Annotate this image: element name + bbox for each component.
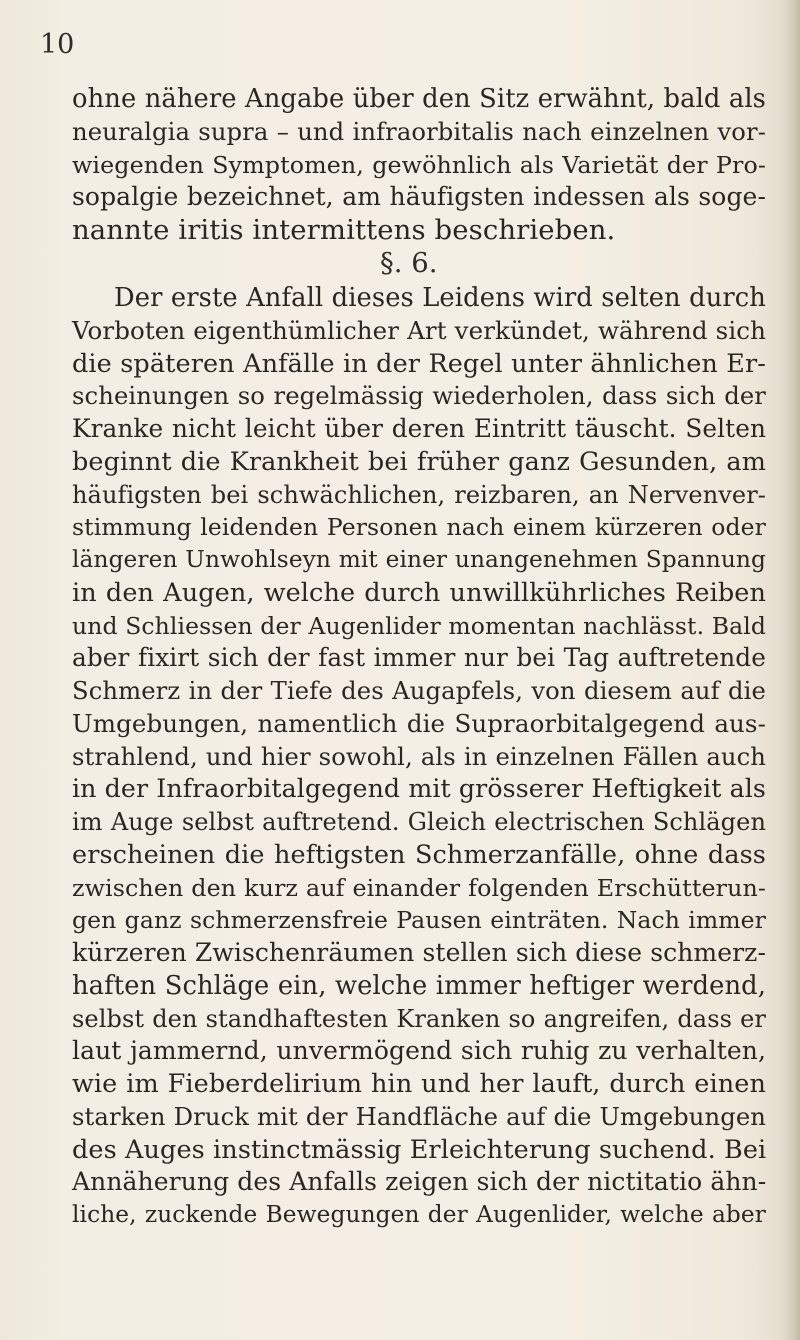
paragraph-2 [72,282,766,1232]
text-line: Der erste Anfall dieses Leidens wird selten durch [114,283,766,313]
paragraph-1 [72,83,766,247]
text-line: neuralgia supra – und infraorbitalis nach einzelnen vor- [72,116,766,146]
text-line: beginnt die Krankheit bei früher ganz Gesunden, am [72,446,766,477]
text-line: Annäherung des Anfalls zeigen sich der nictitatio ähn- [72,1167,767,1197]
text-line: in den Augen, welche durch unwillkührliches Reiben [72,577,766,608]
text-line: gen ganz schmerzensfreie Pausen einträten. Nach immer [72,906,766,935]
text-line: liche, zuckende Bewegungen der Augenlider, welche aber [72,1201,766,1228]
text-line: selbst den standhaftesten Kranken so angreifen, dass er [72,1004,766,1033]
text-line: laut jammernd, unvermögend sich ruhig zu verhalten, [72,1036,766,1066]
text-line: im Auge selbst auftretend. Gleich electrischen Schlägen [72,808,766,836]
text-line: Schmerz in der Tiefe des Augapfels, von diesem auf die [72,676,766,705]
text-line: strahlend, und hier sowohl, als in einzelnen Fällen auch [72,741,766,771]
page-number: 10 [40,29,75,60]
text-line: aber fixirt sich der fast immer nur bei Tag auftretende [72,643,766,673]
text-line: starken Druck mit der Handfläche auf die Umgebungen [72,1101,766,1131]
section-heading: §. 6. [380,247,438,279]
text-line: stimmung leidenden Personen nach einem kürzeren oder [72,513,766,542]
text-line: sopalgie bezeichnet, am häufigsten indessen als soge- [72,182,766,212]
text-line: wiegenden Symptomen, gewöhnlich als Varietät der Pro- [72,150,766,179]
text-line: in der Infraorbitalgegend mit grösserer Heftigkeit als [72,774,766,804]
text-line: zwischen den kurz auf einander folgenden Erschütterun- [72,873,766,902]
text-line: ohne nähere Angabe über den Sitz erwähnt, bald als [72,84,766,114]
text-line: längeren Unwohlseyn mit einer unangenehmen Spannung [72,546,766,573]
text-line: Kranke nicht leicht über deren Eintritt täuscht. Selten [72,414,766,443]
text-line: Umgebungen, namentlich die Supraorbitalgegend aus- [72,708,766,738]
text-line: häufigsten bei schwächlichen, reizbaren, an Nervenver- [72,480,766,509]
page-edge-shadow [782,0,800,1340]
text-line: des Auges instinctmässig Erleichterung suchend. Bei [72,1134,767,1165]
text-line: Vorboten eigenthümlicher Art verkündet, während sich [72,315,766,345]
text-line: wie im Fieberdelirium hin und her lauft, durch einen [72,1069,766,1099]
text-line: haften Schläge ein, welche immer heftiger werdend, [72,970,766,1001]
text-line: die späteren Anfälle in der Regel unter ähnlichen Er- [72,348,766,379]
text-line: kürzeren Zwischenräumen stellen sich diese schmerz- [72,938,766,967]
text-line: erscheinen die heftigsten Schmerzanfälle, ohne dass [72,839,766,870]
text-line: scheinungen so regelmässig wiederholen, dass sich der [72,381,766,411]
text-line: nannte iritis intermittens beschrieben. [72,214,616,246]
text-line: und Schliessen der Augenlider momentan nachlässt. Bald [72,611,766,640]
